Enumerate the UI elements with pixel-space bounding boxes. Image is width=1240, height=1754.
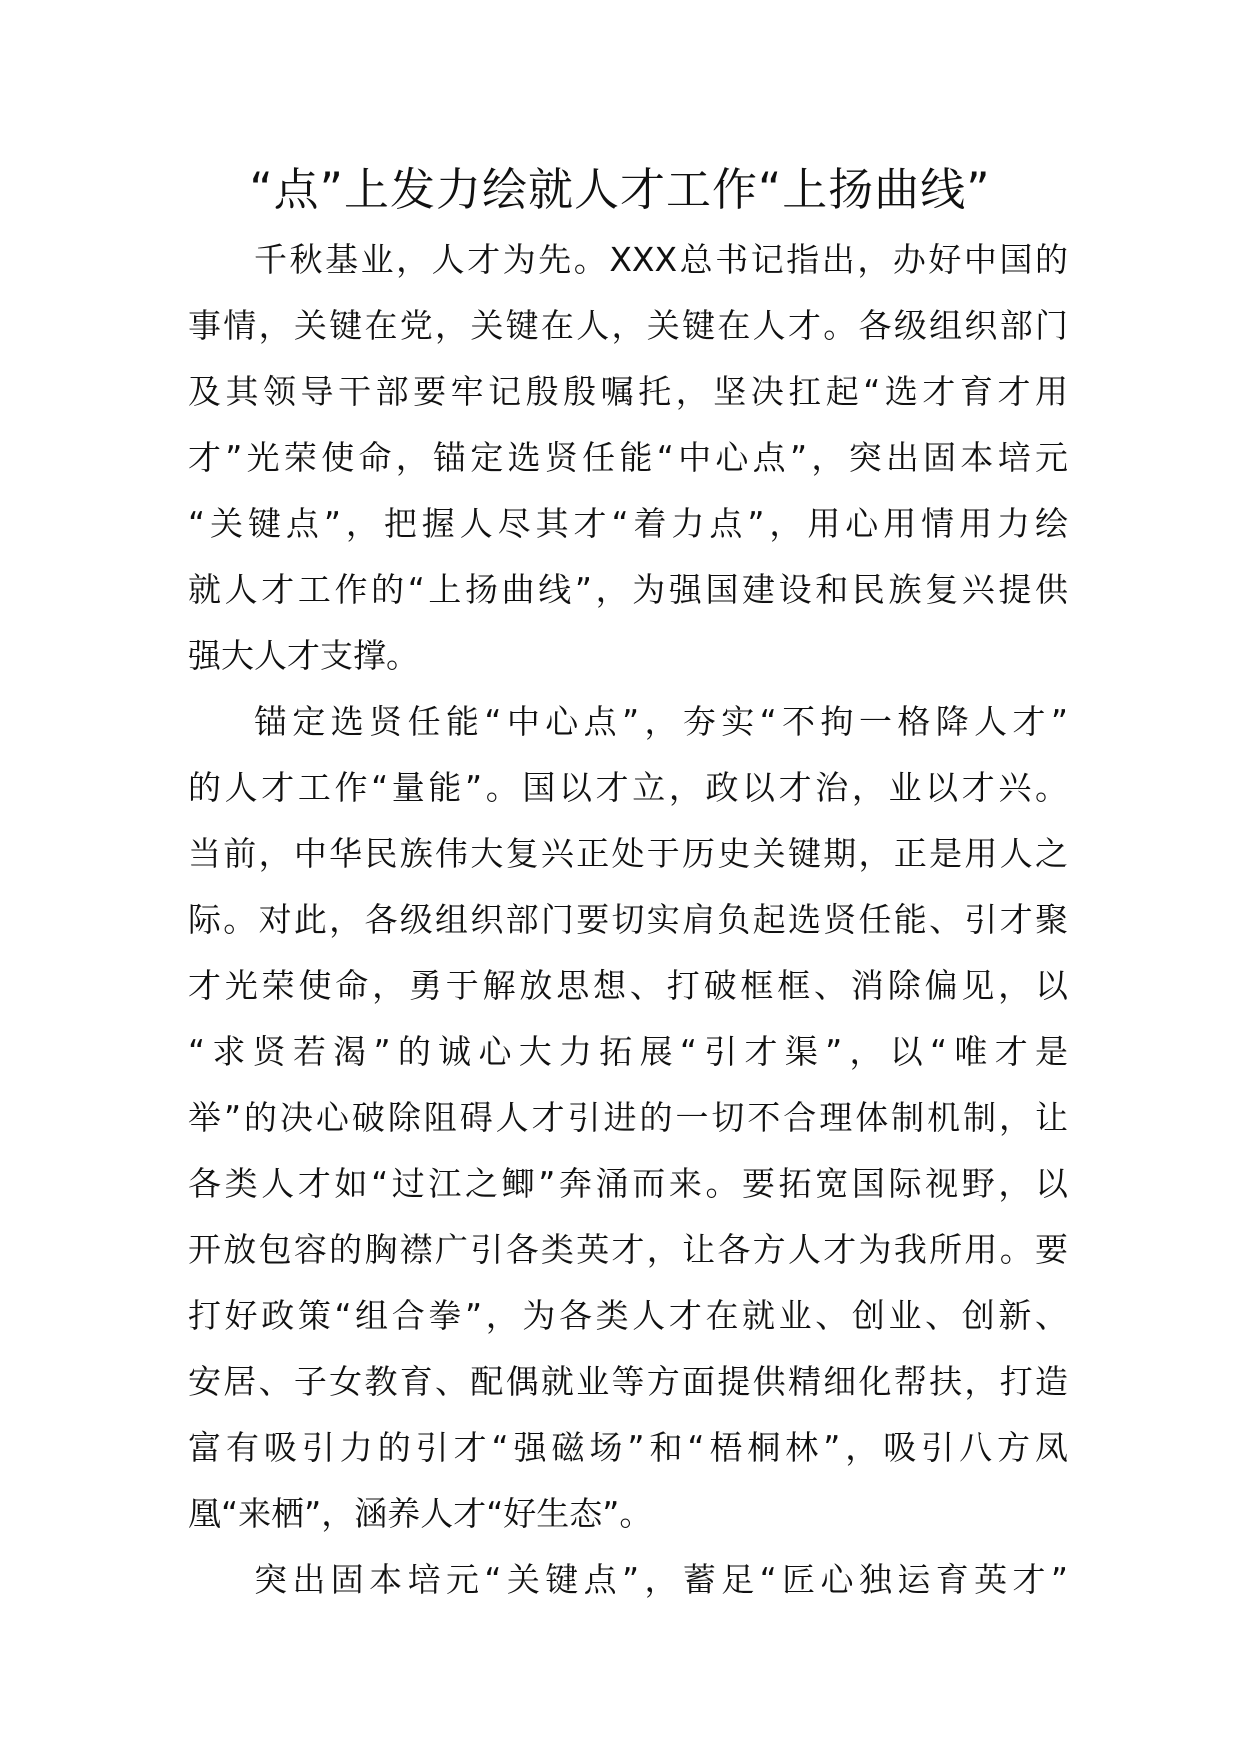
text-line: 就人才工作的“上扬曲线”，为强国建设和民族复兴提供	[188, 570, 1068, 609]
text-line: 锚定选贤任能“中心点”，夯实“不拘一格降人才”	[254, 702, 1068, 741]
text-line: 凰“来栖”，涵养人才“好生态”。	[188, 1494, 653, 1533]
text-line: 才”光荣使命，锚定选贤任能“中心点”，突出固本培元	[188, 438, 1068, 477]
document-body	[188, 238, 1068, 1624]
text-line: 的人才工作“量能”。国以才立，政以才治，业以才兴。	[188, 768, 1068, 807]
text-line: 打好政策“组合拳”，为各类人才在就业、创业、创新、	[188, 1296, 1068, 1335]
document-title: “点”上发力绘就人才工作“上扬曲线”	[249, 163, 991, 216]
text-line: 开放包容的胸襟广引各类英才，让各方人才为我所用。要	[188, 1230, 1068, 1269]
text-line: 安居、子女教育、配偶就业等方面提供精细化帮扶，打造	[188, 1362, 1068, 1401]
text-line: 各类人才如“过江之鲫”奔涌而来。要拓宽国际视野，以	[188, 1164, 1068, 1203]
text-line: 事情，关键在党，关键在人，关键在人才。各级组织部门	[188, 306, 1068, 345]
text-line: 当前，中华民族伟大复兴正处于历史关键期，正是用人之	[188, 834, 1068, 873]
text-line: “求贤若渴”的诚心大力拓展“引才渠”，以“唯才是	[188, 1032, 1068, 1071]
text-line: 千秋基业，人才为先。XXX总书记指出，办好中国的	[254, 240, 1068, 279]
text-line: 强大人才支撑。	[188, 636, 419, 675]
text-line: 及其领导干部要牢记殷殷嘱托，坚决扛起“选才育才用	[188, 372, 1068, 411]
text-line: 才光荣使命，勇于解放思想、打破框框、消除偏见，以	[188, 966, 1068, 1005]
text-line: 突出固本培元“关键点”，蓄足“匠心独运育英才”	[254, 1560, 1068, 1599]
text-line: “关键点”，把握人尽其才“着力点”，用心用情用力绘	[188, 504, 1068, 543]
text-line: 富有吸引力的引才“强磁场”和“梧桐林”，吸引八方凤	[188, 1428, 1068, 1467]
text-line: 际。对此，各级组织部门要切实肩负起选贤任能、引才聚	[188, 900, 1068, 939]
text-line: 举”的决心破除阻碍人才引进的一切不合理体制机制，让	[188, 1098, 1068, 1137]
